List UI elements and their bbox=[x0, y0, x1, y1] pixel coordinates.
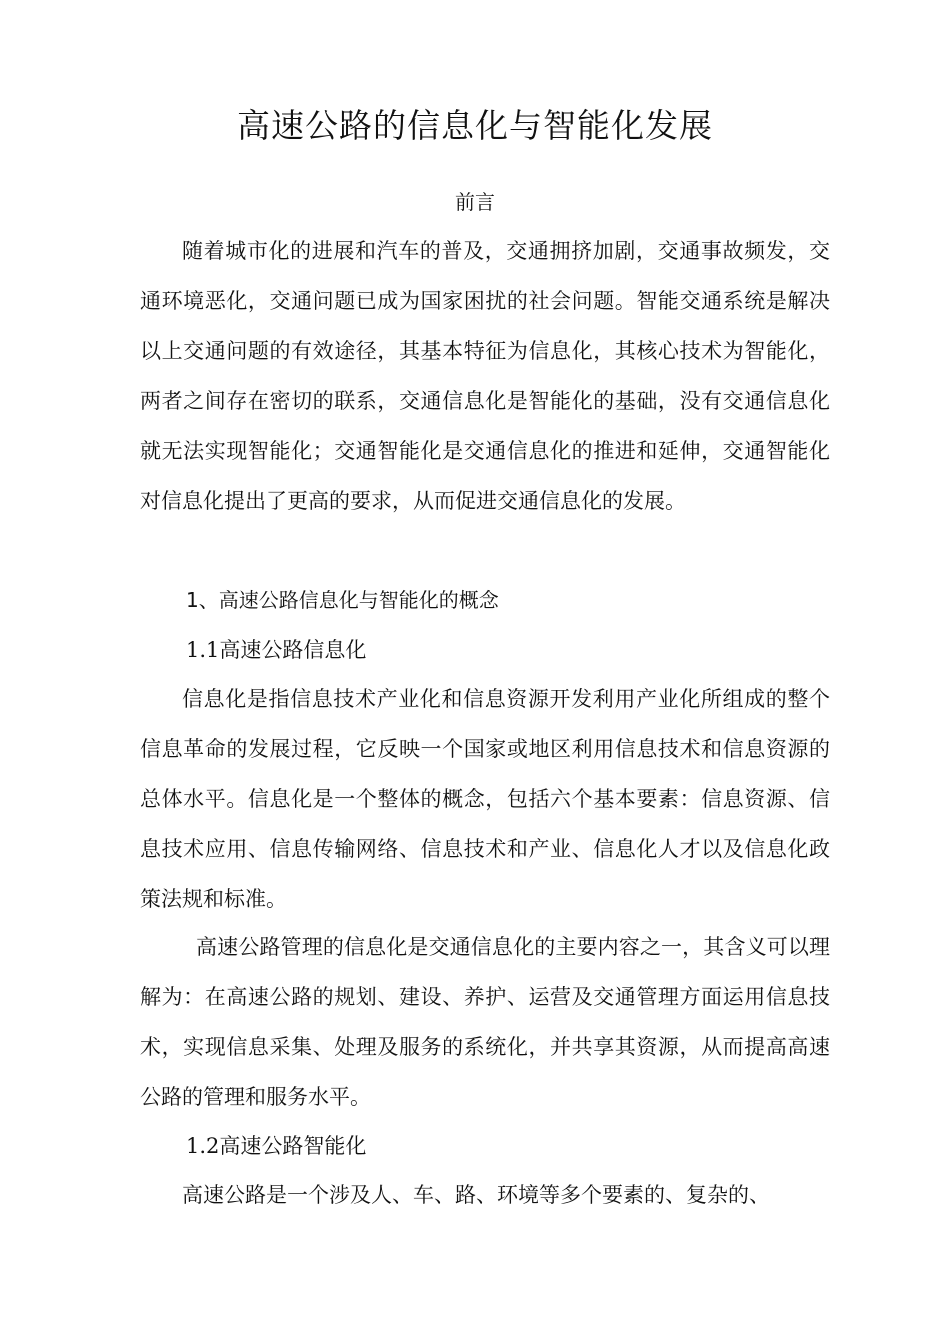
preface-paragraph: 随着城市化的进展和汽车的普及，交通拥挤加剧，交通事故频发，交通环境恶化，交通问题已成为国家困扰的社会问题。智能交通系统是解决以上交通问题的有效途径，其基本特征为信息化，其核心技术为智能化，两者之间存在密切的联系，交通信息化是智能化的基础，没有交通信息化就无法实现智能化；交通智能化是交通信息化的推进和延伸，交通智能化对信息化提出了更高的要求，从而促进交通信息化的发展。 bbox=[140, 239, 830, 513]
informatization-definition-paragraph: 信息化是指信息技术产业化和信息资源开发利用产业化所组成的整个信息革命的发展过程，它反映一个国家或地区利用信息技术和信息资源的总体水平。信息化是一个整体的概念，包括六个基本要素：信息资源、信息技术应用、信息传输网络、信息技术和产业、信息化人才以及信息化政策法规和标准。 bbox=[140, 687, 830, 911]
section-1-2-heading: 1.2高速公路智能化 bbox=[186, 1134, 367, 1158]
highway-informatization-paragraph: 高速公路管理的信息化是交通信息化的主要内容之一，其含义可以理解为：在高速公路的规划、建设、养护、运营及交通管理方面运用信息技术，实现信息采集、处理及服务的系统化，并共享其资源，从而提高高速公路的管理和服务水平。 bbox=[140, 935, 830, 1109]
preface-heading: 前言 bbox=[455, 190, 495, 214]
section-1-1-heading: 1.1高速公路信息化 bbox=[186, 638, 367, 662]
document-title: 高速公路的信息化与智能化发展 bbox=[237, 106, 713, 145]
section-1-heading: 1、高速公路信息化与智能化的概念 bbox=[186, 588, 499, 612]
highway-intelligence-paragraph: 高速公路是一个涉及人、车、路、环境等多个要素的、复杂的、 bbox=[182, 1183, 770, 1207]
